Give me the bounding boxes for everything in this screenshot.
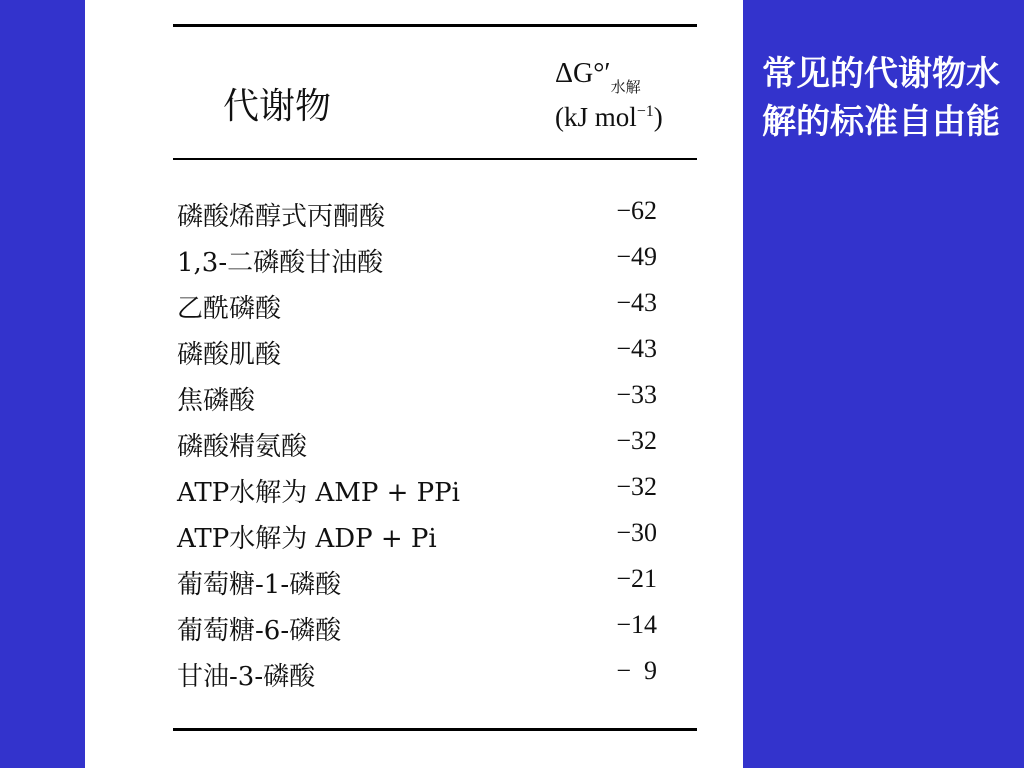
- header-metabolite: 代谢物: [223, 86, 332, 127]
- delta-g-symbol: ΔG°′: [555, 58, 611, 89]
- unit-exponent: −1: [636, 103, 654, 120]
- row-value: −49: [616, 242, 657, 271]
- row-name: 甘油-3-磷酸: [177, 662, 316, 692]
- table-row: [177, 656, 697, 696]
- table-row: [177, 380, 697, 420]
- table-bottom-rule: [173, 728, 697, 731]
- row-value: − 9: [616, 656, 657, 685]
- row-value: −43: [616, 334, 657, 363]
- row-name: 焦磷酸: [177, 386, 256, 416]
- row-name: 磷酸精氨酸: [177, 432, 308, 462]
- table-row: [177, 564, 697, 604]
- row-value: −30: [616, 518, 657, 547]
- row-value: −62: [616, 196, 657, 225]
- document-page: [85, 0, 743, 768]
- table-row: [177, 518, 697, 558]
- table-row: [177, 242, 697, 282]
- row-value: −32: [616, 426, 657, 455]
- table-row: [177, 196, 697, 236]
- unit-text: (kJ mol: [555, 102, 637, 132]
- row-name: 磷酸烯醇式丙酮酸: [177, 202, 386, 232]
- table-top-rule: [173, 24, 697, 27]
- header-delta-g: [555, 58, 705, 135]
- table-header-rule: [173, 158, 697, 160]
- row-name: 乙酰磷酸: [177, 294, 282, 324]
- table-row: [177, 610, 697, 650]
- row-value: −32: [616, 472, 657, 501]
- table-row: [177, 472, 697, 512]
- table-row: [177, 334, 697, 374]
- row-name: ATP水解为 AMP + PPi: [177, 478, 460, 508]
- row-name: 磷酸肌酸: [177, 340, 282, 370]
- row-value: −14: [616, 610, 657, 639]
- row-name: ATP水解为 ADP + Pi: [177, 524, 437, 554]
- row-value: −21: [616, 564, 657, 593]
- row-name: 1,3-二磷酸甘油酸: [177, 248, 384, 278]
- slide-title: 常见的代谢物水解的标准自由能: [762, 54, 1000, 142]
- unit-close: ): [653, 102, 663, 132]
- row-value: −33: [616, 380, 657, 409]
- row-name: 葡萄糖-1-磷酸: [177, 570, 342, 600]
- unit-label: [555, 94, 705, 135]
- delta-g-label: [555, 58, 705, 94]
- row-name: 葡萄糖-6-磷酸: [177, 616, 342, 646]
- delta-g-subscript: 水解: [610, 80, 641, 96]
- row-value: −43: [616, 288, 657, 317]
- table-row: [177, 288, 697, 328]
- table-row: [177, 426, 697, 466]
